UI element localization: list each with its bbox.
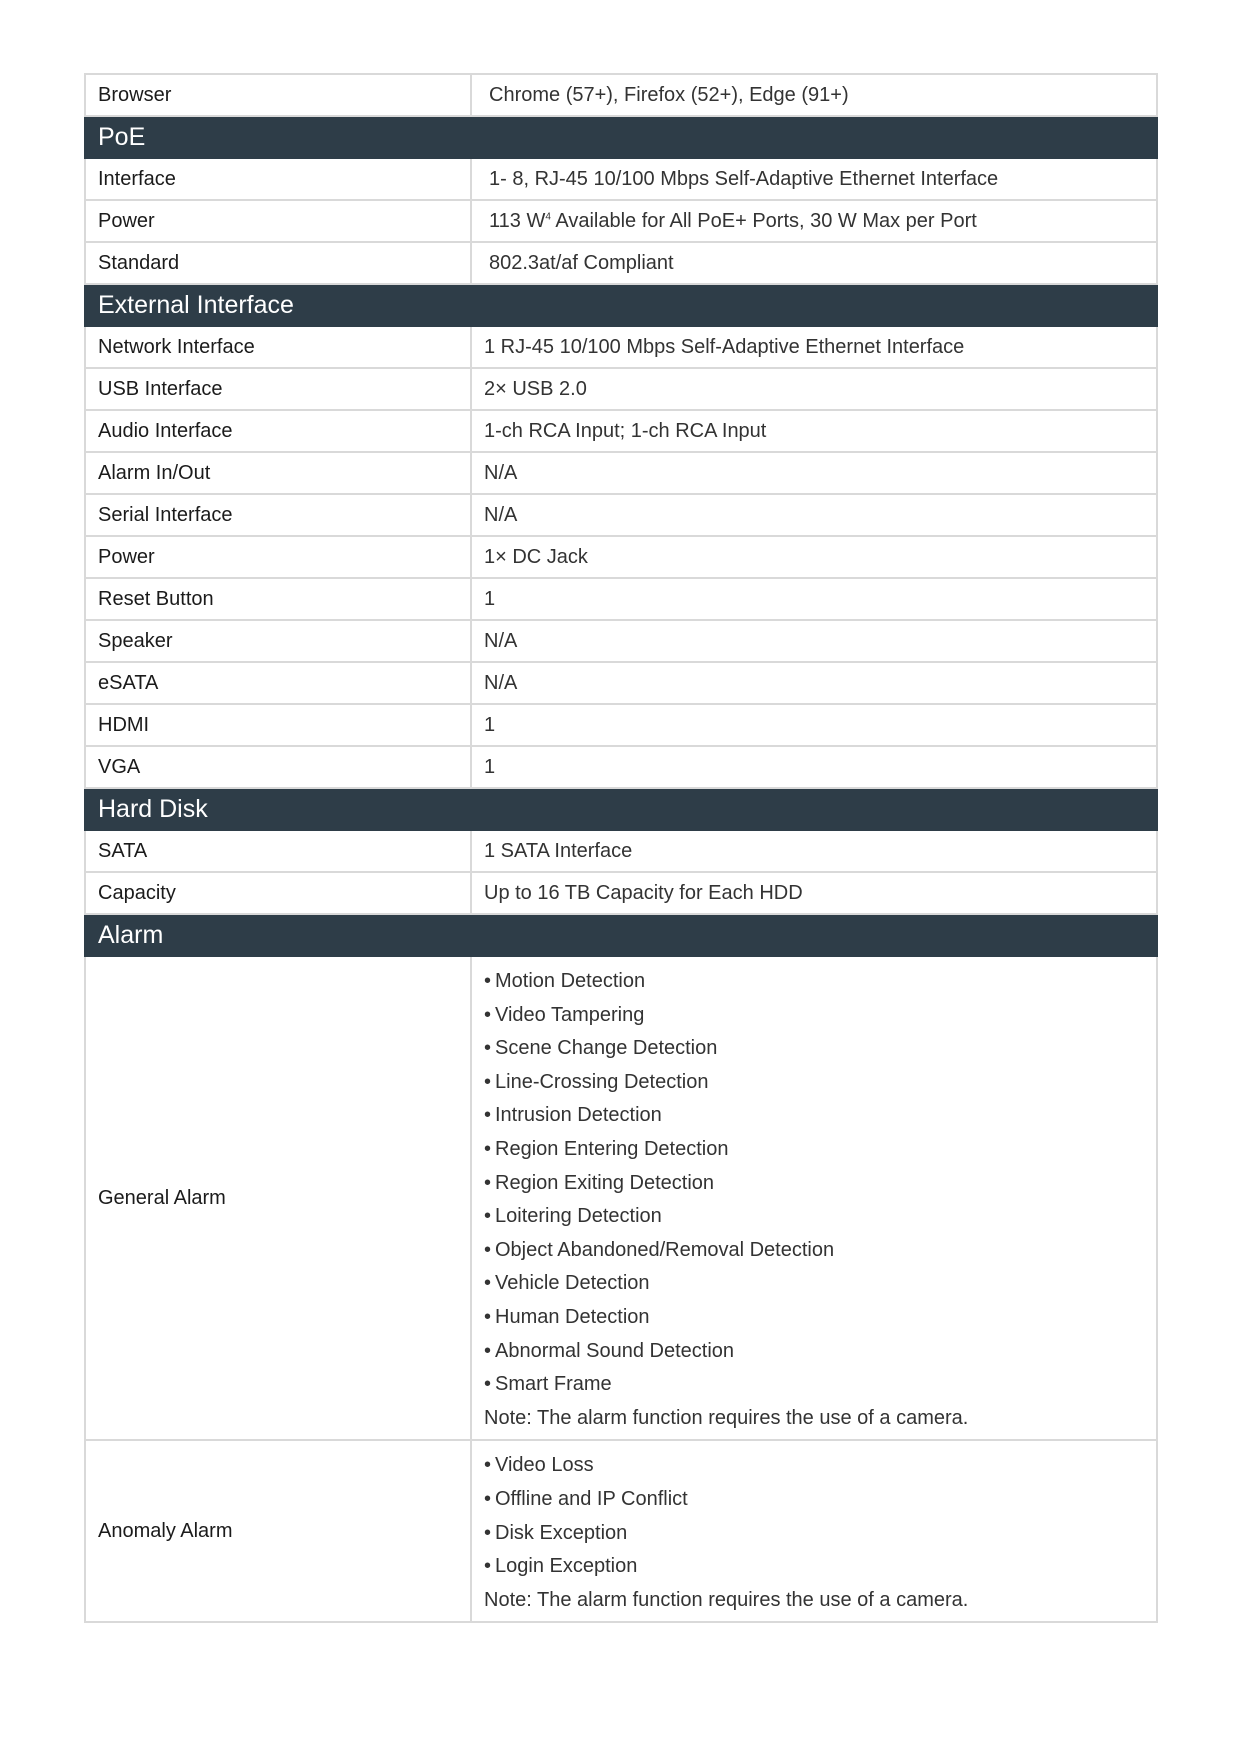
spec-row bbox=[85, 452, 1157, 494]
section-header-hard-disk bbox=[85, 788, 1157, 830]
alarm-list-item bbox=[484, 999, 1144, 1033]
section-title: PoE bbox=[85, 116, 1157, 158]
spec-label: Power bbox=[85, 200, 471, 242]
spec-label: Standard bbox=[85, 242, 471, 284]
spec-value: 1 SATA Interface bbox=[471, 830, 1157, 872]
spec-row bbox=[85, 494, 1157, 536]
alarm-item-text: Abnormal Sound Detection bbox=[495, 1339, 735, 1362]
alarm-list-item bbox=[484, 1066, 1144, 1100]
spec-label: Network Interface bbox=[85, 326, 471, 368]
alarm-list-item bbox=[484, 1449, 1144, 1483]
spec-row bbox=[85, 368, 1157, 410]
spec-value bbox=[471, 956, 1157, 1440]
spec-label: Serial Interface bbox=[85, 494, 471, 536]
spec-label: Capacity bbox=[85, 872, 471, 914]
spec-value: N/A bbox=[471, 662, 1157, 704]
alarm-item-text: Vehicle Detection bbox=[495, 1272, 650, 1295]
spec-label: VGA bbox=[85, 746, 471, 788]
spec-row bbox=[85, 536, 1157, 578]
alarm-item-text: Login Exception bbox=[495, 1555, 638, 1578]
spec-label: eSATA bbox=[85, 662, 471, 704]
alarm-item-text: Offline and IP Conflict bbox=[495, 1487, 688, 1510]
spec-value: 1 bbox=[471, 704, 1157, 746]
spec-value: Up to 16 TB Capacity for Each HDD bbox=[471, 872, 1157, 914]
alarm-note: Note: The alarm function requires the use of a camera. bbox=[484, 1588, 969, 1611]
spec-row bbox=[85, 410, 1157, 452]
spec-row bbox=[85, 620, 1157, 662]
spec-value: 1-ch RCA Input; 1-ch RCA Input bbox=[471, 410, 1157, 452]
external-interface-rows bbox=[85, 326, 1157, 788]
alarm-item-text: Smart Frame bbox=[495, 1373, 612, 1396]
spec-label: General Alarm bbox=[85, 956, 471, 1440]
alarm-list-item bbox=[484, 1099, 1144, 1133]
spec-row bbox=[85, 830, 1157, 872]
spec-value bbox=[471, 1440, 1157, 1622]
bullet-icon: • bbox=[484, 1339, 492, 1362]
alarm-item-text: Video Loss bbox=[495, 1454, 594, 1477]
spec-label: Audio Interface bbox=[85, 410, 471, 452]
spec-row bbox=[85, 872, 1157, 914]
spec-row-poe-power bbox=[85, 200, 1157, 242]
spec-label: Speaker bbox=[85, 620, 471, 662]
spec-row bbox=[85, 578, 1157, 620]
spec-value: 802.3at/af Compliant bbox=[471, 242, 1157, 284]
spec-row bbox=[85, 704, 1157, 746]
alarm-list-item bbox=[484, 965, 1144, 999]
spec-value: N/A bbox=[471, 494, 1157, 536]
alarm-list-item bbox=[484, 1167, 1144, 1201]
spec-row-poe-interface bbox=[85, 158, 1157, 200]
spec-label: HDMI bbox=[85, 704, 471, 746]
anomaly-alarm-list bbox=[484, 1441, 1144, 1589]
bullet-icon: • bbox=[484, 1037, 492, 1060]
alarm-list-item bbox=[484, 1550, 1144, 1584]
spec-label: Power bbox=[85, 536, 471, 578]
spec-label: Reset Button bbox=[85, 578, 471, 620]
bullet-icon: • bbox=[484, 1137, 492, 1160]
section-title: External Interface bbox=[85, 284, 1157, 326]
alarm-list-item bbox=[484, 1335, 1144, 1369]
spec-value: 1 RJ-45 10/100 Mbps Self-Adaptive Ethernet Interface bbox=[471, 326, 1157, 368]
spec-row-general-alarm bbox=[85, 956, 1157, 1440]
spec-label: SATA bbox=[85, 830, 471, 872]
alarm-note: Note: The alarm function requires the use of a camera. bbox=[484, 1406, 969, 1429]
alarm-list-item bbox=[484, 1517, 1144, 1551]
power-value-rest: Available for All PoE+ Ports, 30 W Max per Port bbox=[550, 210, 977, 232]
spec-label: Anomaly Alarm bbox=[85, 1440, 471, 1622]
spec-label: Browser bbox=[85, 74, 471, 116]
alarm-list-item bbox=[484, 1483, 1144, 1517]
alarm-item-text: Region Exiting Detection bbox=[495, 1171, 715, 1194]
section-header-alarm bbox=[85, 914, 1157, 956]
spec-row-poe-standard bbox=[85, 242, 1157, 284]
bullet-icon: • bbox=[484, 970, 492, 992]
spec-value: N/A bbox=[471, 620, 1157, 662]
section-title: Alarm bbox=[85, 914, 1157, 956]
alarm-list-item bbox=[484, 1200, 1144, 1234]
section-header-external-interface bbox=[85, 284, 1157, 326]
bullet-icon: • bbox=[484, 1555, 492, 1578]
spec-value: 1 bbox=[471, 746, 1157, 788]
spec-row bbox=[85, 662, 1157, 704]
hard-disk-rows bbox=[85, 830, 1157, 914]
alarm-item-text: Intrusion Detection bbox=[495, 1104, 662, 1127]
spec-row bbox=[85, 746, 1157, 788]
alarm-item-text: Human Detection bbox=[495, 1305, 650, 1328]
spec-label: USB Interface bbox=[85, 368, 471, 410]
alarm-item-text: Loitering Detection bbox=[495, 1205, 662, 1228]
section-header-poe bbox=[85, 116, 1157, 158]
alarm-item-text: Object Abandoned/Removal Detection bbox=[495, 1238, 835, 1261]
bullet-icon: • bbox=[484, 1238, 492, 1261]
bullet-icon: • bbox=[484, 1454, 492, 1477]
alarm-item-text: Line-Crossing Detection bbox=[495, 1070, 709, 1093]
spec-value: 2× USB 2.0 bbox=[471, 368, 1157, 410]
bullet-icon: • bbox=[484, 1521, 492, 1544]
spec-row bbox=[85, 326, 1157, 368]
spec-row-browser bbox=[85, 74, 1157, 116]
bullet-icon: • bbox=[484, 1272, 492, 1295]
alarm-list-item bbox=[484, 1267, 1144, 1301]
alarm-list-item bbox=[484, 1133, 1144, 1167]
spec-table bbox=[84, 73, 1158, 1623]
bullet-icon: • bbox=[484, 1487, 492, 1510]
bullet-icon: • bbox=[484, 1104, 492, 1127]
spec-label: Alarm In/Out bbox=[85, 452, 471, 494]
spec-value bbox=[471, 200, 1157, 242]
power-value-main: 113 W bbox=[489, 210, 546, 232]
spec-value: Chrome (57+), Firefox (52+), Edge (91+) bbox=[471, 74, 1157, 116]
bullet-icon: • bbox=[484, 1205, 492, 1228]
alarm-list-item bbox=[484, 1234, 1144, 1268]
footnote-marker: 4 bbox=[545, 211, 551, 223]
alarm-list-item bbox=[484, 1032, 1144, 1066]
spec-value: N/A bbox=[471, 452, 1157, 494]
alarm-list-item bbox=[484, 1368, 1144, 1402]
spec-value: 1× DC Jack bbox=[471, 536, 1157, 578]
alarm-item-text: Motion Detection bbox=[495, 970, 646, 992]
alarm-item-text: Video Tampering bbox=[495, 1003, 645, 1026]
bullet-icon: • bbox=[484, 1003, 492, 1026]
general-alarm-list bbox=[484, 957, 1144, 1408]
spec-value: 1- 8, RJ-45 10/100 Mbps Self-Adaptive Ethernet Interface bbox=[471, 158, 1157, 200]
spec-label: Interface bbox=[85, 158, 471, 200]
alarm-list-item bbox=[484, 1301, 1144, 1335]
bullet-icon: • bbox=[484, 1305, 492, 1328]
alarm-item-text: Scene Change Detection bbox=[495, 1037, 718, 1060]
bullet-icon: • bbox=[484, 1171, 492, 1194]
section-title: Hard Disk bbox=[85, 788, 1157, 830]
spec-value: 1 bbox=[471, 578, 1157, 620]
alarm-item-text: Disk Exception bbox=[495, 1521, 628, 1544]
bullet-icon: • bbox=[484, 1070, 492, 1093]
spec-row-anomaly-alarm bbox=[85, 1440, 1157, 1622]
bullet-icon: • bbox=[484, 1373, 492, 1396]
alarm-item-text: Region Entering Detection bbox=[495, 1137, 729, 1160]
